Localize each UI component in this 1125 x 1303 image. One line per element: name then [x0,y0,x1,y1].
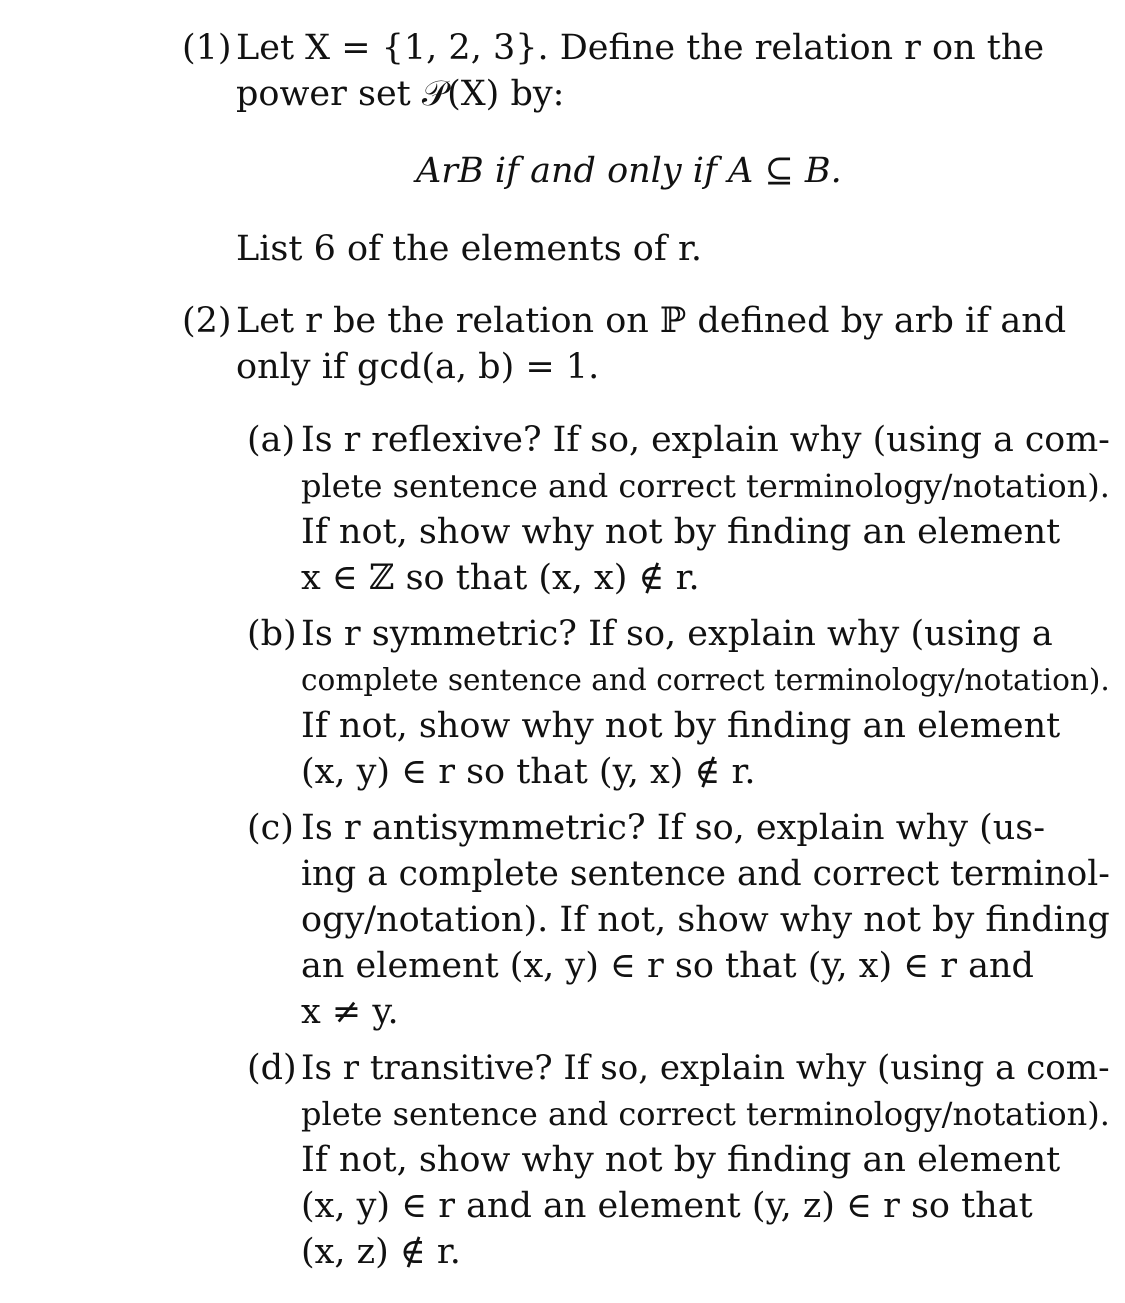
part-a-label: (a) [247,420,296,460]
problem-2-line-1: Let r be the relation on ℙ defined by arb if and [236,301,1067,341]
part-a-line-2: plete sentence and correct terminology/notation). [301,467,1110,505]
part-a-line-4: x ∈ ℤ so that (x, x) ∉ r. [301,558,700,598]
part-a-line-1: Is r reflexive? If so, explain why (using a com- [301,420,1110,460]
problem-2-line-2: only if gcd(a, b) = 1. [236,347,600,387]
part-c-line-5: x ≠ y. [301,992,399,1032]
problem-2-label: (2) [182,301,232,341]
part-b-line-3: If not, show why not by finding an element [301,706,1061,746]
part-b-line-1: Is r symmetric? If so, explain why (using a [301,614,1053,654]
part-c-line-3: ogy/notation). If not, show why not by finding [301,900,1110,940]
part-a-line-3: If not, show why not by finding an element [301,512,1061,552]
part-b-line-4: (x, y) ∈ r so that (y, x) ∉ r. [301,752,756,792]
part-c-line-4: an element (x, y) ∈ r so that (y, x) ∈ r and [301,946,1034,986]
part-c-line-2: ing a complete sentence and correct terminol- [301,854,1110,894]
part-d-line-5: (x, z) ∉ r. [301,1232,461,1272]
problem-1-line-1: Let X = {1, 2, 3}. Define the relation r on the [236,28,1045,68]
part-c-line-1: Is r antisymmetric? If so, explain why (us- [301,808,1046,848]
part-b-label: (b) [247,614,297,654]
part-b-line-2: complete sentence and correct terminology/notation). [301,663,1110,697]
problem-1-line-2: power set 𝒫(X) by: [236,74,565,114]
part-d-line-4: (x, y) ∈ r and an element (y, z) ∈ r so that [301,1186,1033,1226]
part-d-line-3: If not, show why not by finding an element [301,1140,1061,1180]
problem-1-display-statement: ArB if and only if A ⊆ B. [416,151,842,191]
part-c-label: (c) [247,808,294,848]
problem-1-label: (1) [182,28,232,68]
part-d-label: (d) [247,1048,297,1088]
part-d-line-2: plete sentence and correct terminology/notation). [301,1095,1110,1133]
part-d-line-1: Is r transitive? If so, explain why (using a com- [301,1048,1110,1088]
problem-1-task: List 6 of the elements of r. [236,229,702,269]
